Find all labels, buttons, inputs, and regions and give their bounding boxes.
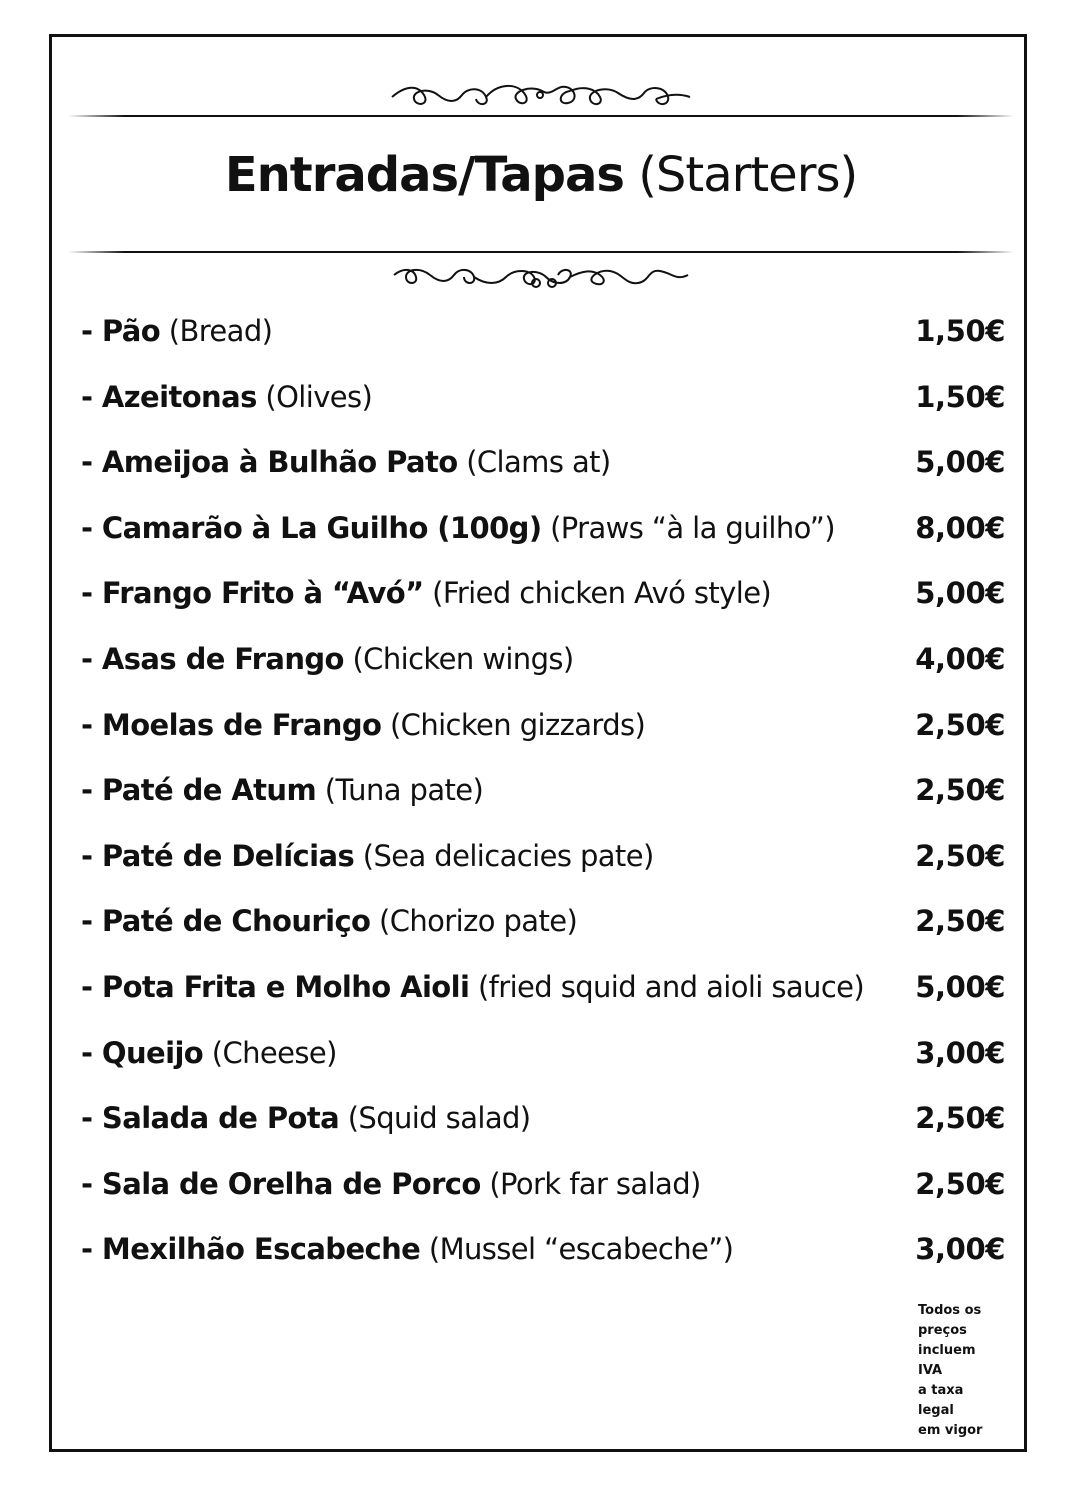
list-item (81, 508, 1005, 574)
title-main: Entradas/Tapas (224, 147, 624, 203)
item-name: - Pota Frita e Molho Aioli (81, 969, 470, 1004)
list-item (81, 311, 1005, 377)
item-price: 4,00€ (915, 641, 1005, 676)
item-description: (Mussel “escabeche”) (428, 1232, 734, 1267)
list-item (81, 1164, 1005, 1230)
item-name: - Salada de Pota (81, 1101, 340, 1136)
item-price: 3,00€ (915, 1035, 1005, 1070)
item-price: 2,50€ (915, 773, 1005, 808)
divider-line-top (68, 115, 1014, 117)
list-item (81, 901, 1005, 967)
item-name: - Sala de Orelha de Porco (81, 1166, 481, 1201)
item-name: - Paté de Atum (81, 773, 317, 808)
item-description: (fried squid and aioli sauce) (477, 969, 865, 1004)
item-description: (Olives) (265, 379, 373, 414)
item-description: (Chicken gizzards) (389, 707, 646, 742)
item-price: 5,00€ (915, 969, 1005, 1004)
item-description: (Bread) (168, 314, 273, 348)
item-price: 2,50€ (915, 1166, 1005, 1201)
flourish-ornament-bottom (52, 257, 1030, 297)
item-price: 3,00€ (915, 1232, 1005, 1267)
menu-items-list (81, 311, 1005, 1295)
item-price: 2,50€ (915, 707, 1005, 742)
list-item (81, 967, 1005, 1033)
list-item (81, 573, 1005, 639)
item-description: (Sea delicacies pate) (362, 838, 654, 873)
item-name: - Frango Frito à “Avó” (81, 576, 424, 611)
item-name: - Pão (81, 314, 161, 348)
item-price: 8,00€ (915, 510, 1005, 545)
item-description: (Pork far salad) (489, 1166, 701, 1201)
list-item (81, 770, 1005, 836)
list-item (81, 1229, 1005, 1295)
divider-line-bottom (68, 251, 1014, 253)
item-name: - Paté de Delícias (81, 838, 355, 873)
item-description: (Chorizo pate) (379, 904, 578, 939)
list-item (81, 377, 1005, 443)
item-description: (Tuna pate) (324, 773, 484, 808)
list-item (81, 639, 1005, 705)
item-description: (Squid salad) (347, 1101, 531, 1136)
item-description: (Praws “à la guilho”) (550, 510, 835, 545)
item-description: (Fried chicken Avó style) (432, 576, 772, 611)
item-price: 5,00€ (915, 445, 1005, 480)
item-price: 2,50€ (915, 1101, 1005, 1136)
item-description: (Chicken wings) (352, 641, 574, 676)
list-item (81, 836, 1005, 902)
page-title (52, 145, 1030, 205)
item-price: 1,50€ (915, 314, 1005, 348)
list-item (81, 1098, 1005, 1164)
list-item (81, 442, 1005, 508)
item-description: (Cheese) (211, 1035, 337, 1070)
item-name: - Queijo (81, 1035, 204, 1070)
list-item (81, 705, 1005, 771)
item-price: 5,00€ (915, 576, 1005, 611)
item-price: 2,50€ (915, 904, 1005, 939)
item-price: 2,50€ (915, 838, 1005, 873)
item-name: - Mexilhão Escabeche (81, 1232, 421, 1267)
item-name: - Paté de Chouriço (81, 904, 371, 939)
flourish-ornament-top (52, 75, 1030, 115)
item-name: - Ameijoa à Bulhão Pato (81, 445, 458, 480)
item-price: 1,50€ (915, 379, 1005, 414)
item-name: - Moelas de Frango (81, 707, 382, 742)
item-name: - Azeitonas (81, 379, 257, 414)
list-item (81, 1033, 1005, 1099)
item-name: - Camarão à La Guilho (100g) (81, 510, 542, 545)
menu-page (49, 34, 1027, 1452)
title-sub: (Starters) (638, 147, 858, 203)
item-name: - Asas de Frango (81, 641, 344, 676)
vat-note: Todos os preços incluem IVA a taxa legal em vigor (918, 1303, 983, 1438)
item-description: (Clams at) (466, 445, 611, 480)
